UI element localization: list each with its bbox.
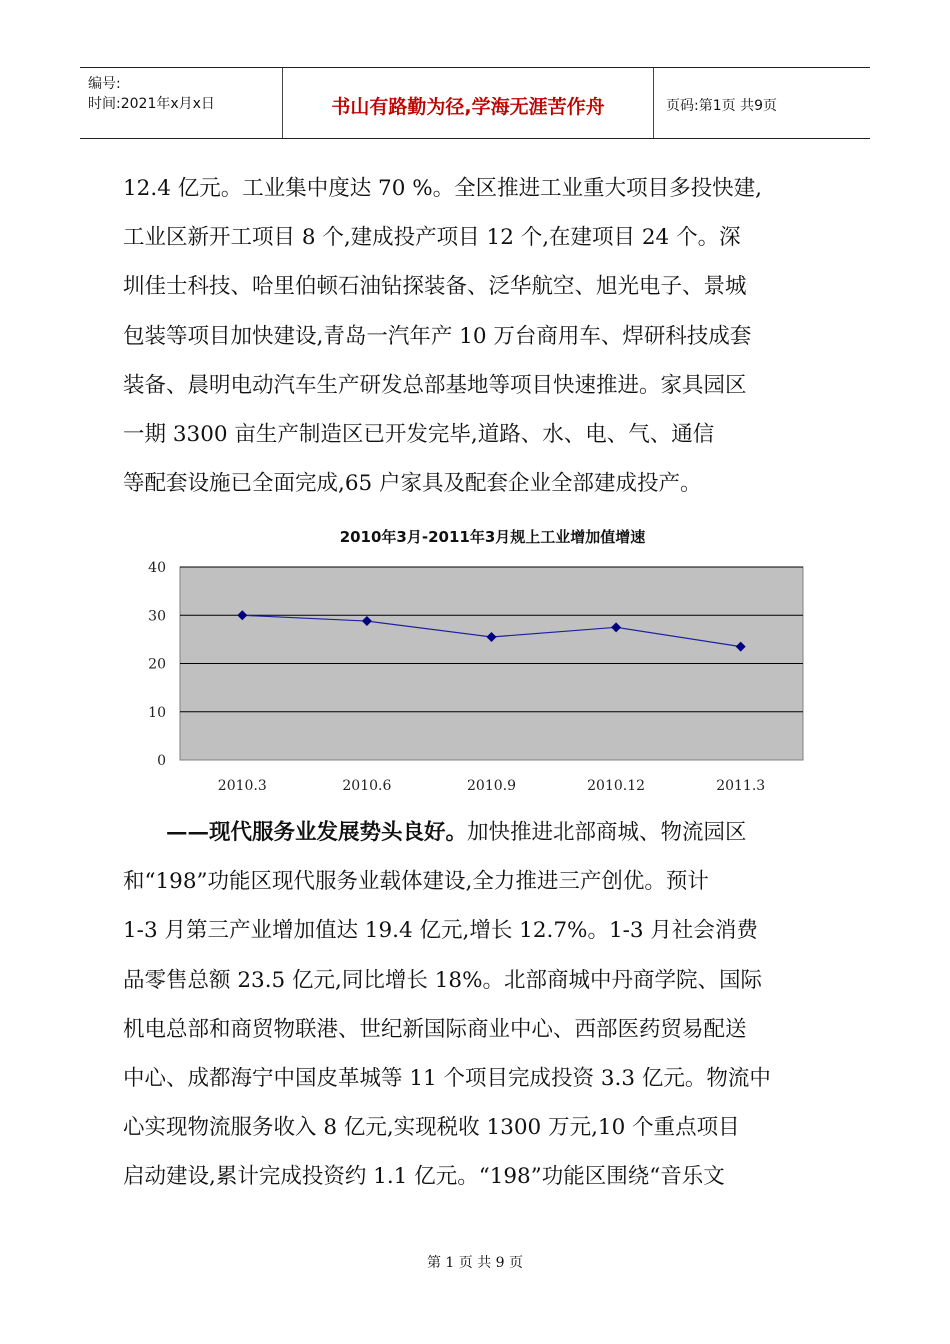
paragraph-industry bbox=[123, 164, 838, 508]
text-line: 一期 3300 亩生产制造区已开发完毕,道路、水、电、气、通信 bbox=[123, 421, 715, 447]
y-tick-label: 20 bbox=[148, 656, 166, 673]
page-footer: 第 1 页 共 9 页 bbox=[426, 1255, 524, 1271]
y-tick-label: 0 bbox=[157, 753, 166, 769]
text-line: 包装等项目加快建设,青岛一汽年产 10 万台商用车、焊研科技成套 bbox=[123, 323, 752, 349]
text-line: 机电总部和商贸物联港、世纪新国际商业中心、西部医药贸易配送 bbox=[123, 1016, 747, 1042]
header-motto: 书山有路勤为径,学海无涯苦作舟 bbox=[331, 96, 605, 118]
text-line-first bbox=[123, 808, 838, 857]
line-chart bbox=[120, 550, 820, 800]
text-line: 心实现物流服务收入 8 亿元,实现税收 1300 万元,10 个重点项目 bbox=[123, 1115, 740, 1141]
x-tick-label: 2010.9 bbox=[467, 778, 516, 794]
header-time-label: 时间:2021年x月x日 bbox=[88, 96, 215, 112]
text-line: 中心、成都海宁中国皮革城等 11 个项目完成投资 3.3 亿元。物流中 bbox=[123, 1065, 771, 1091]
header-page-code: 页码:第1页 共9页 bbox=[666, 98, 777, 114]
header-meta-cell bbox=[80, 68, 283, 138]
chart-title: 2010年3月-2011年3月规上工业增加值增速 bbox=[339, 528, 646, 546]
y-tick-label: 30 bbox=[148, 608, 166, 625]
section-lead: ——现代服务业发展势头良好。 bbox=[166, 820, 468, 845]
text-line: 1-3 月第三产业增加值达 19.4 亿元,增长 12.7%。1-3 月社会消费 bbox=[123, 918, 758, 944]
text-line: 和“198”功能区现代服务业载体建设,全力推进三产创优。预计 bbox=[123, 869, 709, 895]
x-tick-label: 2010.12 bbox=[587, 778, 646, 794]
text-line: 启动建设,累计完成投资约 1.1 亿元。“198”功能区围绕“音乐文 bbox=[123, 1164, 725, 1190]
text-line: 等配套设施已全面完成,65 户家具及配套企业全部建成投产。 bbox=[123, 471, 702, 497]
header-motto-cell bbox=[283, 68, 654, 138]
paragraph-services bbox=[123, 808, 838, 1202]
header-page-cell bbox=[654, 68, 870, 138]
section-lead-rest: 加快推进北部商城、物流园区 bbox=[467, 820, 747, 845]
header-number-label: 编号: bbox=[88, 76, 121, 92]
page-header bbox=[80, 67, 870, 139]
x-tick-label: 2011.3 bbox=[716, 778, 766, 794]
text-line: 圳佳士科技、哈里伯顿石油钻探装备、泛华航空、旭光电子、景城 bbox=[123, 274, 747, 300]
text-line: 工业区新开工项目 8 个,建成投产项目 12 个,在建项目 24 个。深 bbox=[123, 225, 741, 251]
text-line: 装备、晨明电动汽车生产研发总部基地等项目快速推进。家具园区 bbox=[123, 372, 747, 398]
y-tick-label: 40 bbox=[148, 560, 166, 576]
x-tick-label: 2010.6 bbox=[342, 778, 392, 794]
x-tick-label: 2010.3 bbox=[217, 778, 267, 794]
text-line: 品零售总额 23.5 亿元,同比增长 18%。北部商城中丹商学院、国际 bbox=[123, 967, 762, 993]
text-line: 12.4 亿元。工业集中度达 70 %。全区推进工业重大项目多投快建, bbox=[123, 176, 762, 201]
y-tick-label: 10 bbox=[148, 704, 166, 721]
